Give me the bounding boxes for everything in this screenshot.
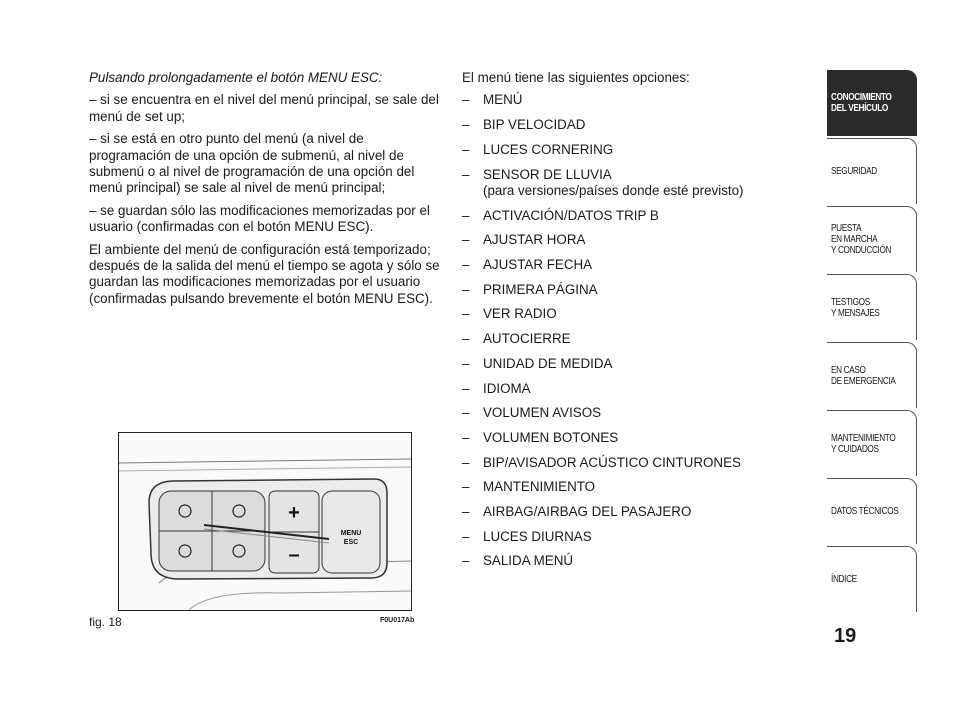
menu-option-item — [462, 529, 802, 545]
menu-option-item — [462, 331, 802, 347]
menu-option-label — [483, 356, 802, 372]
chapter-tab-label: ÍNDICE — [831, 574, 857, 585]
menu-option-label — [483, 455, 802, 471]
dash-bullet: – — [462, 257, 470, 273]
dash-bullet: – — [462, 479, 470, 495]
chapter-tab-label: CONOCIMIENTO DEL VEHÍCULO — [831, 92, 892, 114]
menu-option-item — [462, 257, 802, 273]
menu-option-label — [483, 479, 802, 495]
menu-option-item — [462, 167, 802, 200]
dash-bullet: – — [462, 553, 470, 569]
menu-option-text: SENSOR DE LLUVIA — [483, 166, 612, 182]
dash-bullet: – — [462, 207, 470, 223]
menu-option-item — [462, 208, 802, 224]
figure-code: F0U017Ab — [380, 617, 415, 624]
menu-option-text: VOLUMEN AVISOS — [483, 405, 602, 421]
menu-option-label — [483, 529, 802, 545]
menu-option-label — [483, 208, 802, 224]
chapter-tab-label: DATOS TÉCNICOS — [831, 506, 899, 517]
menu-option-item — [462, 381, 802, 397]
menu-option-item — [462, 405, 802, 421]
menu-options-column — [462, 70, 802, 578]
menu-option-label — [483, 92, 802, 108]
menu-option-item — [462, 117, 802, 133]
menu-option-label — [483, 405, 802, 421]
menu-option-text: SALIDA MENÚ — [483, 553, 574, 569]
menu-option-label — [483, 282, 802, 298]
figure-menu-esc-buttons — [118, 432, 412, 611]
chapter-tab[interactable] — [827, 478, 917, 544]
dash-bullet: – — [462, 504, 470, 520]
menu-option-text: MANTENIMIENTO — [483, 479, 596, 495]
menu-option-text: AJUSTAR FECHA — [483, 257, 593, 273]
dash-bullet: – — [462, 528, 470, 544]
menu-option-item — [462, 306, 802, 322]
menu-options-list — [462, 92, 802, 569]
dash-bullet: – — [462, 331, 470, 347]
menu-option-item — [462, 282, 802, 298]
menu-option-text: BIP VELOCIDAD — [483, 117, 586, 133]
dash-bullet: – — [462, 166, 470, 182]
paragraph: El ambiente del menú de configuración está temporizado; después de la salida del menú el tiempo se agota y sólo se guardan las modificaciones memorizadas por el usuario (confirmadas pulsando brevemente el botón MENU ESC). — [89, 241, 440, 306]
menu-option-note: (para versiones/países donde esté previsto) — [483, 182, 744, 198]
dash-bullet: – — [462, 232, 470, 248]
menu-option-text: LUCES DIURNAS — [483, 528, 592, 544]
dash-bullet: – — [462, 306, 470, 322]
chapter-tab[interactable] — [827, 206, 917, 272]
chapter-tab[interactable] — [827, 546, 917, 612]
chapter-tab[interactable] — [827, 342, 917, 408]
menu-option-item — [462, 553, 802, 569]
dash-bullet: – — [462, 355, 470, 371]
minus-button-label: – — [288, 544, 300, 566]
chapter-tab[interactable] — [827, 274, 917, 340]
menu-option-label — [483, 331, 802, 347]
menu-option-item — [462, 92, 802, 108]
chapter-tab-label: SEGURIDAD — [831, 166, 877, 177]
chapter-tab-label: TESTIGOS Y MENSAJES — [831, 296, 880, 319]
menu-option-text: BIP/AVISADOR ACÚSTICO CINTURONES — [483, 454, 741, 470]
menu-option-text: VOLUMEN BOTONES — [483, 429, 619, 445]
menu-option-label — [483, 553, 802, 569]
esc-label: ESC — [343, 539, 359, 546]
chapter-tab[interactable] — [827, 410, 917, 476]
paragraph: – si se está en otro punto del menú (a nivel de programación de una opción de submenú, al nivel de submenú o al nivel de programación de una opción del menú principal) se sale al nivel de menú principal; — [89, 131, 415, 196]
chapter-tab[interactable] — [827, 138, 917, 204]
menu-option-label — [483, 381, 802, 397]
chapter-tab-label: EN CASO DE EMERGENCIA — [831, 364, 896, 387]
menu-option-text: AIRBAG/AIRBAG DEL PASAJERO — [483, 504, 692, 520]
menu-option-text: UNIDAD DE MEDIDA — [483, 355, 613, 371]
dash-bullet: – — [462, 117, 470, 133]
menu-option-label — [483, 232, 802, 248]
menu-option-label — [483, 117, 802, 133]
menu-option-item — [462, 232, 802, 248]
menu-option-text: AJUSTAR HORA — [483, 232, 586, 248]
plus-button-label: + — [288, 502, 300, 524]
menu-option-item — [462, 479, 802, 495]
dashboard-buttons-illustration — [119, 433, 411, 610]
dash-bullet: – — [462, 380, 470, 396]
menu-option-item — [462, 504, 802, 520]
menu-option-text: LUCES CORNERING — [483, 141, 614, 157]
menu-option-text: AUTOCIERRE — [483, 331, 571, 347]
figure-caption: fig. 18 — [89, 615, 122, 629]
menu-option-item — [462, 430, 802, 446]
dash-bullet: – — [462, 429, 470, 445]
chapter-tab-label: PUESTA EN MARCHA Y CONDUCCIÓN — [831, 223, 892, 256]
menu-option-text: IDIOMA — [483, 380, 531, 396]
page-number: 19 — [834, 625, 857, 647]
menu-option-label — [483, 430, 802, 446]
menu-option-label — [483, 504, 802, 520]
dash-bullet: – — [462, 281, 470, 297]
dash-bullet: – — [462, 405, 470, 421]
chapter-tab-label: MANTENIMIENTO Y CUIDADOS — [831, 432, 896, 455]
menu-option-item — [462, 455, 802, 471]
menu-option-item — [462, 142, 802, 158]
menu-option-label — [483, 306, 802, 322]
chapter-tabs — [827, 70, 917, 614]
menu-option-label — [483, 142, 802, 158]
paragraph: – se guardan sólo las modificaciones memorizadas por el usuario (confirmadas con el botón MENU ESC). — [89, 202, 430, 235]
dash-bullet: – — [462, 454, 470, 470]
dash-bullet: – — [462, 141, 470, 157]
menu-option-text: ACTIVACIÓN/DATOS TRIP B — [483, 207, 659, 223]
dash-bullet: – — [462, 92, 470, 108]
menu-options-intro: El menú tiene las siguientes opciones: — [462, 70, 690, 85]
menu-label: MENU — [340, 530, 362, 537]
chapter-tab[interactable] — [827, 70, 917, 136]
menu-option-text: PRIMERA PÁGINA — [483, 281, 598, 297]
lead-sentence: Pulsando prolongadamente el botón MENU ESC: — [89, 70, 383, 85]
menu-option-text: MENÚ — [483, 92, 523, 108]
menu-option-text: VER RADIO — [483, 306, 557, 322]
left-text-column — [89, 70, 444, 313]
menu-option-item — [462, 356, 802, 372]
menu-option-label — [483, 167, 802, 200]
paragraph: – si se encuentra en el nivel del menú principal, se sale del menú de set up; — [89, 92, 439, 124]
menu-option-label — [483, 257, 802, 273]
